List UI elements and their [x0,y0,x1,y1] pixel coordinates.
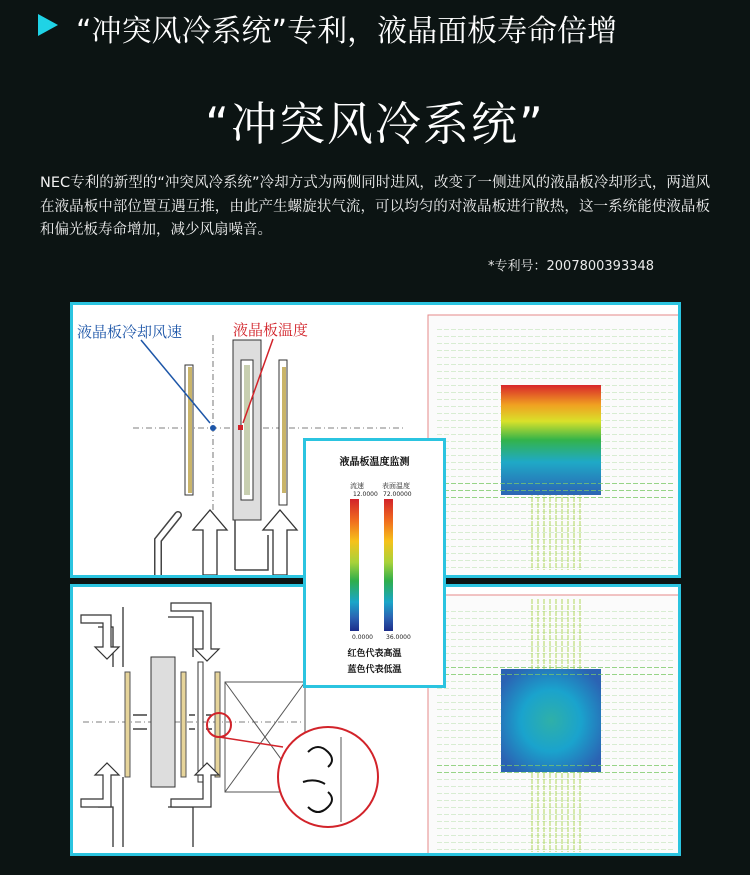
section-header [0,0,750,56]
section-title: “冲突风冷系统”专利，液晶面板寿命倍增 [76,14,618,49]
speed-color-bar [350,499,359,631]
legend-note-red: 红色代表高温 [347,649,402,659]
patent-number: *专利号：2007800393348 [488,259,655,274]
legend-title: 液晶板温度监测 [339,457,410,468]
legend-note-blue: 蓝色代表低温 [347,665,402,675]
legend-sub-temp: 表面温度 [382,482,410,490]
play-triangle-icon [38,14,58,36]
legend-temp-max: 72.00000 [383,491,412,498]
legend-speed-min: 0.0000 [352,634,373,641]
label-wind-speed: 液晶板冷却风速 [77,323,183,341]
big-title: “冲突风冷系统” [205,97,545,151]
legend-temp-min: 36.0000 [386,634,411,641]
legend-speed-max: 12.0000 [353,491,378,498]
legend-sub-speed: 流速 [350,482,364,490]
description-text: NEC专利的新型的“冲突风冷系统”冷却方式为两侧同时进风，改变了一侧进风的液晶板冷却形式，两道风在液晶板中部位置互遇互推，由此产生螺旋状气流，可以均匀的对液晶板进行散热，这一系统能使液晶板和偏光板寿命增加，减少风扇噪音。 [40,175,710,238]
label-panel-temp: 液晶板温度 [233,321,309,339]
temp-color-bar [384,499,393,631]
temperature-legend [303,438,446,688]
